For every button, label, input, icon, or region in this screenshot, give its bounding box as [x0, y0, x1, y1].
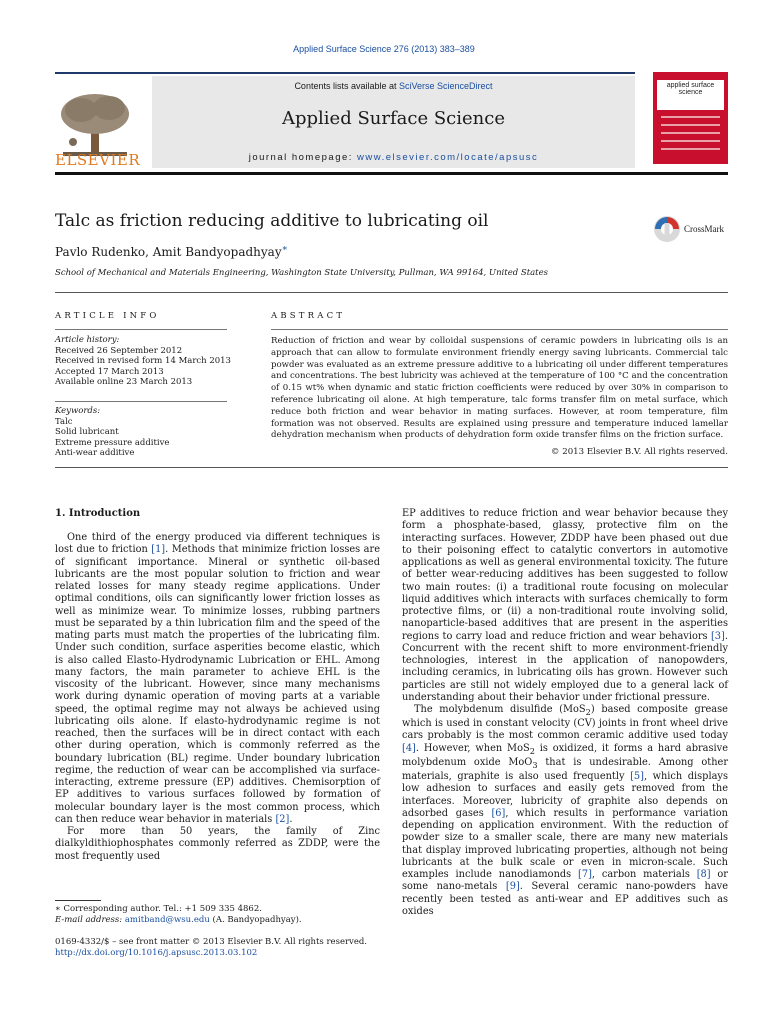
abstract-text: Reduction of friction and wear by colloidal suspensions of ceramic powders in lubricating oils is an approach that can allow to formulate environment friendly energy saving lubricants. Commercial talc powder was evaluated as an extreme pressure additive to a lubricating oil under different temperatures and concentrations. The best lubricity was achieved at the temperature of 100 °C and the concentration of 0.15 wt% when dynamic and static friction coefficients were reduced by over 30% in comparison to reference lubricating oil alone. At high temperature, talc forms transfer film on metal surface, which reduce both friction and wear behavior in mating surfaces. However, at room temperature, film formation was not observed. Results are explained using pressure and temperature induced lamellar dehydration mechanism when products of dehydration form oxide transfer films on the friction surface. [271, 336, 728, 441]
footnote [55, 904, 385, 926]
journal-cover-thumbnail[interactable] [653, 72, 728, 164]
email-link[interactable]: amitband@wsu.edu [124, 915, 210, 925]
citation-link[interactable]: [6] [491, 807, 506, 819]
journal-title: Applied Surface Science [282, 108, 505, 129]
sciencedirect-link[interactable]: SciVerse ScienceDirect [399, 81, 493, 91]
text-run: ) based composite grease which is used in constant velocity (CV) joints in front wheel drive cars probably is the most common ceramic additive used today [402, 704, 728, 742]
subscript: 2 [529, 745, 535, 756]
article-info-rule [55, 329, 227, 330]
subscript: 3 [532, 759, 538, 770]
keywords-label: Keywords: [55, 406, 101, 416]
text-run: or some nano-metals [402, 869, 728, 893]
doi-link[interactable]: http://dx.doi.org/10.1016/j.apsusc.2013.03.102 [55, 948, 258, 958]
article-authors [55, 244, 288, 259]
text-run: . However, when MoS [415, 742, 530, 754]
section-heading-introduction: 1. Introduction [55, 508, 141, 519]
paragraph: For more than 50 years, the family of Zinc dialkyldithiophosphates commonly referred as ZDDP, were the most frequently used [55, 826, 380, 862]
contents-line [152, 81, 635, 91]
history-received: Received 26 September 2012 [55, 345, 183, 356]
article-info-heading: ARTICLE INFO [55, 311, 160, 321]
header-rule [55, 72, 635, 74]
history-online: Available online 23 March 2013 [55, 377, 193, 387]
email-label: E-mail address: [55, 915, 125, 925]
abstract-bottom-rule [55, 467, 728, 468]
history-label: Article history: [55, 335, 120, 345]
text-run: . [289, 813, 293, 825]
keyword-item: Solid lubricant [55, 427, 119, 437]
keyword-item: Talc [55, 416, 73, 427]
citation-link[interactable]: [9] [505, 881, 520, 893]
journal-banner [152, 76, 635, 168]
text-run: . Several ceramic nano-powders have recently been tested as anti-wear and EP additives such as oxides [402, 881, 728, 917]
footnote-rule [55, 900, 101, 901]
homepage-link[interactable]: www.elsevier.com/locate/apsusc [357, 152, 539, 163]
author-names: Pavlo Rudenko, Amit Bandyopadhyay [55, 245, 282, 259]
citation-link[interactable]: [5] [630, 771, 644, 783]
article-title: Talc as friction reducing additive to lubricating oil [55, 211, 489, 231]
author-affiliation: School of Mechanical and Materials Engineering, Washington State University, Pullman, WA 99164, United States [55, 268, 548, 278]
keywords [55, 406, 169, 459]
article-history [55, 335, 231, 388]
text-run: The molybdenum disulfide (MoS [414, 704, 586, 715]
cover-decoration [661, 116, 720, 156]
text-run: , carbon materials [591, 869, 697, 881]
citation-link[interactable]: [8] [696, 869, 711, 881]
issn-block [55, 937, 367, 959]
journal-reference[interactable]: Applied Surface Science 276 (2013) 383–389 [293, 44, 475, 54]
corresponding-author-note: ∗ Corresponding author. Tel.: +1 509 335 4862. [55, 904, 262, 914]
citation-link[interactable]: [7] [578, 869, 592, 881]
header-thick-rule [55, 172, 728, 175]
elsevier-wordmark: ELSEVIER [55, 151, 141, 169]
abstract-copyright: © 2013 Elsevier B.V. All rights reserved. [550, 447, 728, 457]
issn-line: 0169-4332/$ – see front matter © 2013 Elsevier B.V. All rights reserved. [55, 937, 368, 947]
homepage-prefix: journal homepage: [248, 152, 358, 163]
contents-prefix: Contents lists available at [294, 81, 399, 91]
history-revised: Received in revised form 14 March 2013 [55, 356, 231, 366]
email-suffix: (A. Bandyopadhyay). [209, 915, 302, 925]
text-run: , which displays low adhesion to surfaces and easily gets removed from the interfaces. Moreover, lubricity of graphite also depends on adsorbed gases [402, 771, 728, 819]
citation-link[interactable]: [2] [275, 813, 290, 825]
text-run: that is undesirable. Among other materials, graphite is also used frequently [402, 756, 729, 783]
citation-link[interactable]: [1] [151, 544, 166, 556]
abstract-rule [271, 329, 728, 330]
paragraph [402, 508, 728, 704]
email-note [55, 915, 385, 926]
journal-homepage [152, 152, 635, 163]
keyword-item: Anti-wear additive [55, 448, 135, 458]
body-column-left [55, 532, 380, 863]
paragraph [402, 704, 728, 918]
body-column-right [402, 508, 728, 918]
abstract-heading: ABSTRACT [271, 311, 346, 321]
cover-title: applied surface science [666, 82, 715, 96]
text-run: EP additives to reduce friction and wear behavior because they form a phosphate-based, glassy, protective film on the interacting surfaces. However, ZDDP have been phased out due to their poisoning effect to catalytic convertors in automotive applications as well as general environmental toxicity. The future of better wear-reducing additives has been suggested to follow two main routes: (i) a traditional route focusing on molecular liquid additives which interacts with surfaces chemically to form protective films, or (ii) a non-traditional route involving solid, nanoparticle-based additives that are present in the asperities regions to carry load and reduce friction and wear behaviors [402, 508, 728, 642]
cover-title-box [657, 80, 724, 110]
history-accepted: Accepted 17 March 2013 [55, 366, 164, 377]
text-run: One third of the energy produced via different techniques is lost due to friction [55, 532, 380, 556]
citation-link[interactable]: [4] [402, 742, 416, 754]
crossmark-label[interactable]: CrossMark [684, 224, 724, 234]
text-run: is oxidized, it forms a hard abrasive molybdenum oxide MoO [402, 742, 728, 768]
title-rule [55, 292, 728, 293]
paragraph [55, 532, 380, 826]
keywords-rule [55, 401, 227, 402]
citation-link[interactable]: [3] [710, 630, 725, 642]
subscript: 2 [585, 706, 591, 717]
keyword-item: Extreme pressure additive [55, 437, 170, 448]
corresponding-author-marker[interactable]: ∗ [281, 244, 288, 254]
text-run: . Concurrent with the recent shift to more environment-friendly technologies, interest in the application of nanopowders, including ceramics, in lubricating oils has grown. However such particles are still not widely employed due to a general lack of understanding about their behavior under frictional pressure. [402, 630, 728, 703]
text-run: , which results in performance variation depending on application environment. With the reduction of powder size to a smaller scale, there are many new materials that display improved lubricating properties, although not being lubricants at the bulk scale or even in micron-scale. Such examples include nanodiamonds [402, 807, 728, 881]
text-run: . Methods that minimize friction losses are of significant importance. Mineral or synthetic oil-based lubricants are the most popular solution to friction and wear related losses for many steady regime applications. Under optimal conditions, oils can significantly lower friction losses as well as minimize wear. To minimize losses, rubbing partners must be separated by a thin lubrication film and the speed of the mating parts must match the properties of the lubricating film. Under such condition, surface asperities become elastic, which is also called Elasto-Hydrodynamic Lubrication or EHL. Among many factors, the main parameter to achieve EHL is the viscosity of the lubricant. However, since many mechanisms work during dynamic operation of moving parts at a variable speed, the optimal regime may not always be achieved using lubricating oils alone. If elasto-hydrodynamic regime is not reached, then the surfaces will be in direct contact with each other during operation, which is commonly referred as the boundary lubrication (BL) regime. Under boundary lubrication regime, the reduction of wear can be accomplished via surface-interacting, extreme pressure (EP) additives. Chemisorption of EP additives to various surfaces followed by formation of molecular boundary layer is the most common process, which can then reduce wear behavior in materials [55, 544, 380, 825]
